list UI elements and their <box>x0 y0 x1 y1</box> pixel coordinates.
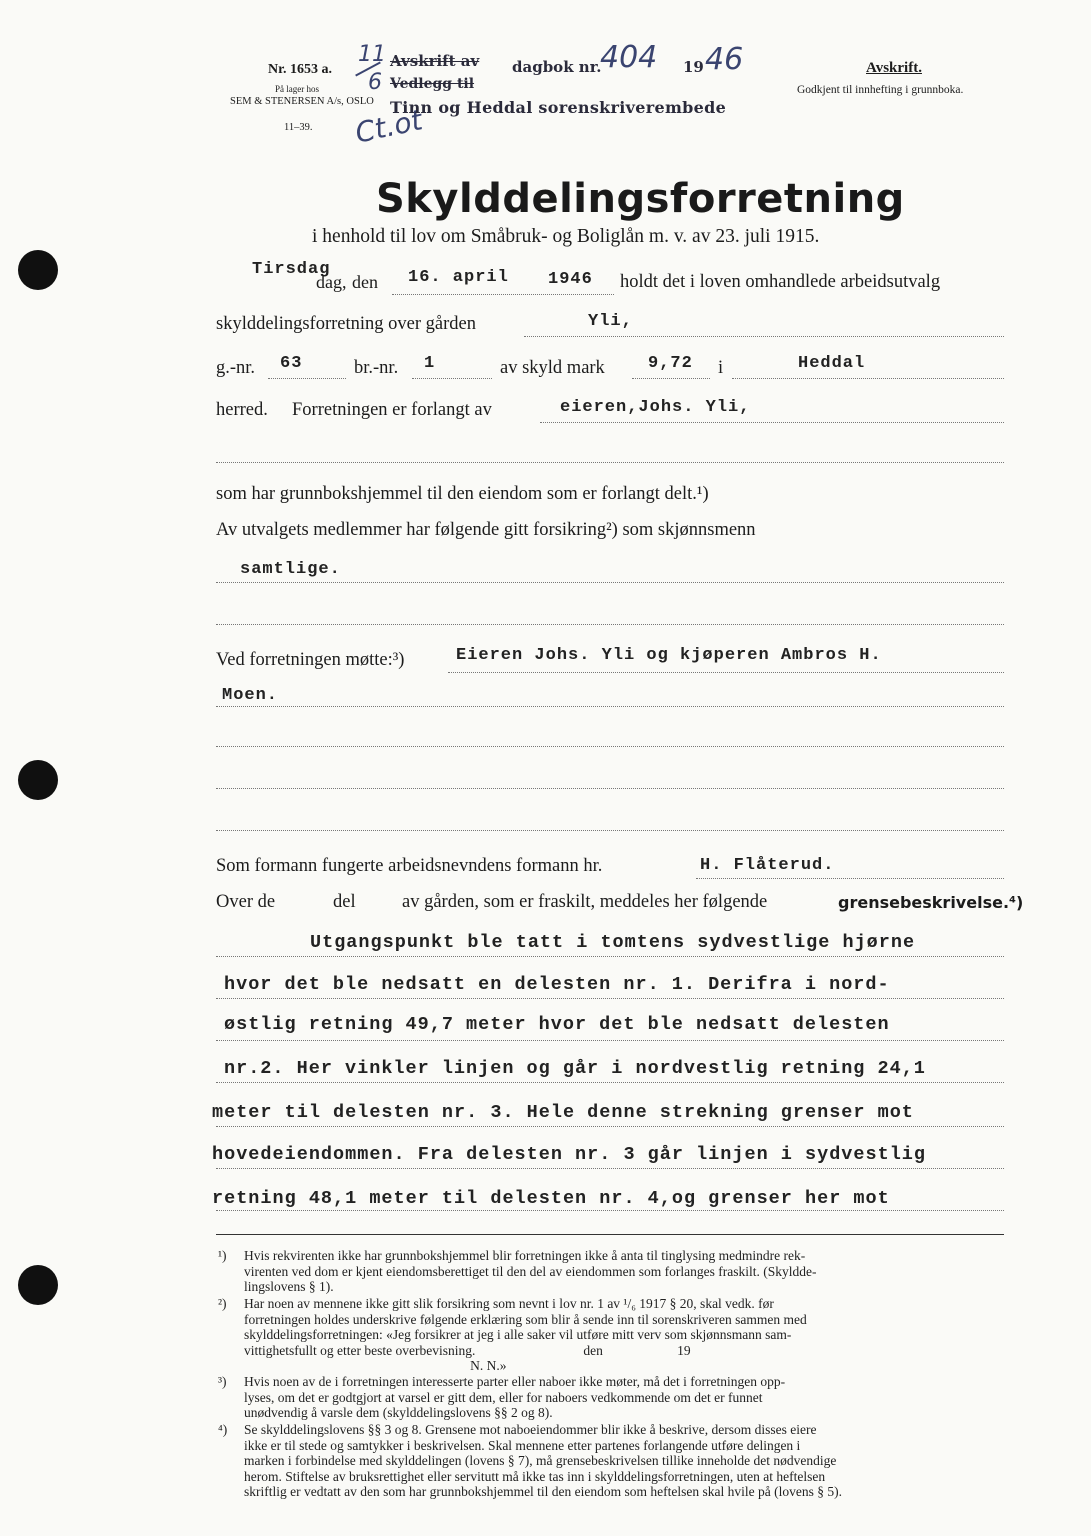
line-herred <box>732 378 1004 379</box>
description-line-7: retning 48,1 meter til delesten nr. 4,og grenser her mot <box>212 1188 890 1209</box>
footnote-3 <box>218 1374 1014 1421</box>
punch-hole-bottom <box>18 1265 58 1305</box>
gnr-value: 63 <box>280 354 303 373</box>
hand-year: 46 <box>705 42 744 77</box>
hand-date-bottom: 6 <box>368 70 382 95</box>
line-skjonn <box>216 582 1004 583</box>
line-gnr <box>268 378 346 379</box>
stamp-office: Tinn og Heddal sorenskriverembede <box>390 98 727 117</box>
brnr-value: 1 <box>424 354 436 373</box>
footnote-2 <box>218 1296 1014 1374</box>
forlangt-value: eieren,Johs. Yli, <box>560 398 751 417</box>
footnote-2-line-3: skylddelingsforretningen: «Jeg forsikrer at jeg i alle saker vil utføre mitt verv som skjønnsmann sam- <box>244 1327 792 1342</box>
motte-value-1: Eieren Johs. Yli og kjøperen Ambros H. <box>456 646 882 665</box>
hand-initials: Ct.ot <box>352 103 426 150</box>
del-label: del <box>333 892 356 912</box>
line-desc-1 <box>216 956 1004 957</box>
stamp-vedlegg: Vedlegg til <box>390 76 475 92</box>
over-label: Over de <box>216 892 276 912</box>
footnote-2-line-4: vittighetsfullt og etter beste overbevisning. den 19 <box>244 1342 691 1358</box>
footnote-4-number: ⁴) <box>218 1422 228 1437</box>
footnote-2-line-2: forretningen holdes underskrive følgende erklæring som blir å sende inn til sorenskriveren sammen med <box>244 1311 807 1327</box>
formann-value: H. Flåterud. <box>700 856 835 875</box>
footnote-4-line-2: ikke er til stede og samtykker i beskrivelsen. Skal mennene etter partenes forlangende utføre delingen i <box>244 1437 801 1453</box>
stamp-year-prefix: 19 <box>683 58 704 76</box>
den-label: den <box>352 272 378 292</box>
description-line-2: hvor det ble nedsatt en delesten nr. 1. Derifra i nord- <box>224 974 890 995</box>
form-number: Nr. 1653 a. <box>268 62 333 77</box>
avskrift-note: Godkjent til innhefting i grunnboka. <box>797 84 964 96</box>
line-desc-2 <box>216 998 1004 999</box>
footnote-1-number: ¹) <box>218 1248 227 1263</box>
line-blank-3 <box>216 746 1004 747</box>
herred-value: Heddal <box>798 354 866 373</box>
line-desc-7 <box>216 1210 1004 1211</box>
punch-hole-middle <box>18 760 58 800</box>
footnote-1-line-2: virenten ved dom er kjent eiendomsberettiget til den del av eiendommen som forlanges fraskilt. (Skyldde- <box>244 1263 817 1279</box>
utvalg-line: Av utvalgets medlemmer har følgende gitt forsikring²) som skjønnsmenn <box>216 520 756 540</box>
day-typed: Tirsdag <box>252 260 331 279</box>
line-motte-1 <box>448 672 1004 673</box>
grunnbok-line: som har grunnbokshjemmel til den eiendom som er forlangt delt.¹) <box>216 484 709 504</box>
footnote-3-line-3: unødvendig å varsle dem (skylddelingslovens §§ 2 og 8). <box>244 1405 553 1420</box>
formann-label: Som formann fungerte arbeidsnevndens formann hr. <box>216 856 603 876</box>
line-brnr <box>412 378 492 379</box>
line-desc-6 <box>216 1168 1004 1169</box>
description-line-3: østlig retning 49,7 meter hvor det ble nedsatt delesten <box>224 1014 890 1035</box>
footnote-4-line-3: marken i forbindelse med skylddelingen (lovens § 7), må grensebeskrivelsen tillike inneholde det nødvendige <box>244 1453 837 1468</box>
line-blank-4 <box>216 788 1004 789</box>
footnote-1 <box>218 1248 1014 1295</box>
line-blank-2 <box>216 624 1004 625</box>
description-line-1: Utgangspunkt ble tatt i tomtens sydvestlige hjørne <box>310 932 916 953</box>
skyld-value: 9,72 <box>648 354 693 373</box>
garden-typed: Yli, <box>588 312 633 331</box>
footnote-4-line-1: Se skylddelingslovens §§ 3 og 8. Grensene mot naboeiendommer blir ikke å beskrive, dersom disses eiere <box>244 1422 817 1437</box>
herred-label: herred. <box>216 400 268 420</box>
motte-label: Ved forretningen møtte:³) <box>216 650 405 670</box>
line-formann <box>696 878 1004 879</box>
line-garden <box>524 336 1004 337</box>
publisher-line1: På lager hos <box>275 84 319 94</box>
brnr-label: br.-nr. <box>354 358 399 378</box>
line-desc-3 <box>216 1040 1004 1041</box>
footnote-1-line-1: Hvis rekvirenten ikke har grunnbokshjemmel blir forretningen ikke å anta til tinglysing medmindre rek- <box>244 1248 806 1263</box>
date-typed: 16. april <box>408 268 509 287</box>
line-desc-5 <box>216 1126 1004 1127</box>
forlangt-label: Forretningen er forlangt av <box>292 400 492 420</box>
footnote-4 <box>218 1422 1014 1500</box>
footnote-4-line-4: herom. Stiftelse av bruksrettighet eller servitutt må ikke tas inn i skylddelingsforretningen, uten at heftelsen <box>244 1468 826 1484</box>
line-date <box>392 294 614 295</box>
line-desc-4 <box>216 1082 1004 1083</box>
line-forlangt <box>540 422 1004 423</box>
description-line-5: meter til delesten nr. 3. Hele denne strekning grenser mot <box>212 1102 914 1123</box>
day-suffix: dag, <box>316 272 347 292</box>
footnote-1-line-3: lingslovens § 1). <box>244 1279 334 1294</box>
hand-dagbok-number: 404 <box>600 40 658 75</box>
punch-hole-top <box>18 250 58 290</box>
line-skyld <box>632 378 710 379</box>
description-line-4: nr.2. Her vinkler linjen og går i nordvestlig retning 24,1 <box>224 1058 926 1079</box>
hand-date-top: 11 <box>358 42 386 67</box>
footnote-2-number: ²) <box>218 1296 227 1311</box>
print-date: 11–39. <box>284 122 313 133</box>
line-motte-2 <box>216 706 1004 707</box>
stamp-avskrift: Avskrift av <box>390 52 480 70</box>
footnote-3-number: ³) <box>218 1374 227 1389</box>
line-blank-5 <box>216 830 1004 831</box>
over-garden-label: skylddelingsforretning over gården <box>216 314 476 334</box>
skyld-label: av skyld mark <box>500 358 605 378</box>
footnote-3-line-2: lyses, om det er godtgjort at varsel er gitt dem, eller for naboers vedkommende om det er funnet <box>244 1389 763 1405</box>
document-title: Skylddelingsforretning <box>376 176 905 222</box>
document-subtitle: i henhold til lov om Småbruk- og Boliglån m. v. av 23. juli 1915. <box>312 226 820 247</box>
held-text: holdt det i loven omhandlede arbeidsutvalg <box>620 272 941 292</box>
footnote-4-line-5: skriftlig er vedtatt av den som har grunnbokshjemmel til den eiendom som heftelsen skal hvile på (lovens § 5). <box>244 1484 842 1499</box>
skjonn-value: samtlige. <box>240 560 341 579</box>
stamp-dagbok: dagbok nr. <box>512 58 602 76</box>
description-line-6: hovedeiendommen. Fra delesten nr. 3 går linjen i sydvestlig <box>212 1144 927 1165</box>
footnote-2-line-5: N. N.» <box>244 1358 507 1373</box>
motte-value-2: Moen. <box>222 686 279 705</box>
avskrift-title: Avskrift. <box>866 60 922 76</box>
year-typed: 1946 <box>548 270 593 289</box>
i-label: i <box>718 358 724 378</box>
grense-bold: grensebeskrivelse.⁴) <box>838 893 1024 912</box>
publisher-line2: SEM & STENERSEN A/s, OSLO <box>230 96 374 107</box>
gnr-label: g.-nr. <box>216 358 256 378</box>
line-blank-1 <box>216 462 1004 463</box>
footnote-2-line-1: Har noen av mennene ikke gitt slik forsikring som nevnt i lov nr. 1 av ¹/₆ 1917 § 20, skal vedk. før <box>244 1296 774 1311</box>
footnote-separator <box>216 1234 1004 1235</box>
grense-text: av gården, som er fraskilt, meddeles her følgende <box>402 892 768 912</box>
footnote-3-line-1: Hvis noen av de i forretningen interesserte parter eller naboer ikke møter, må det i forretningen opp- <box>244 1374 786 1389</box>
